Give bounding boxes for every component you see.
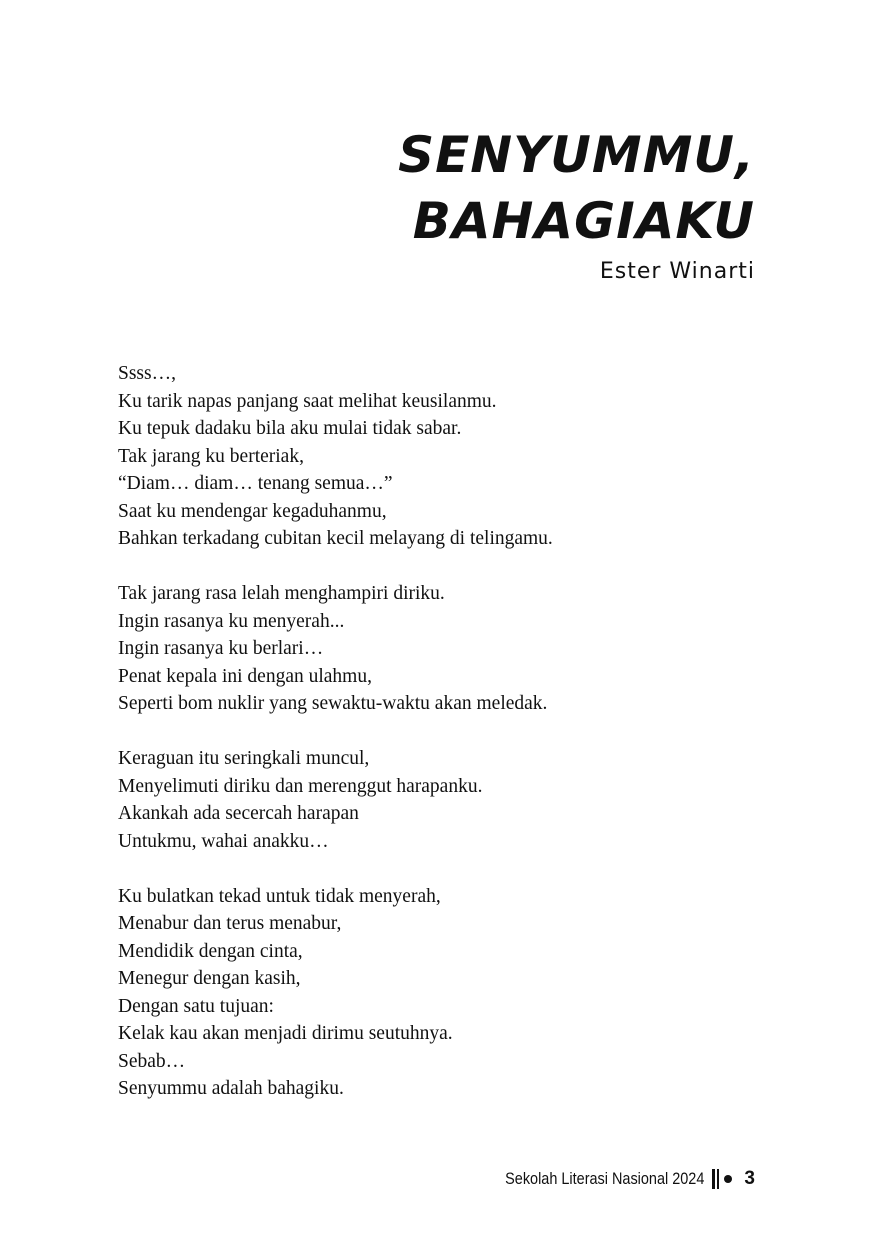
poem-line: Menabur dan terus menabur,: [118, 913, 342, 934]
poem-line: Ku tarik napas panjang saat melihat keusilanmu.: [118, 390, 497, 412]
poem-line: Mendidik dengan cinta,: [118, 940, 303, 962]
page-number: 3: [744, 1168, 755, 1189]
poem-line: Bahkan terkadang cubitan kecil melayang di telingamu.: [118, 528, 553, 549]
poem-title-line-2: BAHAGIAKU: [412, 192, 755, 250]
poem-line: Untukmu, wahai anakku…: [118, 830, 329, 852]
poem-stanza: [118, 883, 738, 1103]
poem-line: Ku tepuk dadaku bila aku mulai tidak sabar.: [118, 418, 462, 439]
footer-divider-bars-icon: [712, 1169, 721, 1189]
poem-line: Sebab…: [118, 1050, 186, 1072]
poem-line: Tak jarang ku berteriak,: [118, 445, 304, 467]
poem-line: Kelak kau akan menjadi dirimu seutuhnya.: [118, 1023, 453, 1044]
poem-line: Senyummu adalah bahagiku.: [118, 1078, 344, 1099]
poem-line: Saat ku mendengar kegaduhanmu,: [118, 500, 387, 522]
poem-line: Seperti bom nuklir yang sewaktu-waktu akan meledak.: [118, 693, 548, 714]
page-footer: [470, 1168, 755, 1190]
poem-line: Keraguan itu seringkali muncul,: [118, 748, 370, 769]
poem-body: [118, 360, 738, 1103]
poem-line: Ingin rasanya ku menyerah...: [118, 610, 345, 632]
poem-line: Ingin rasanya ku berlari…: [118, 638, 324, 659]
footer-publication-title: Sekolah Literasi Nasional 2024: [505, 1169, 705, 1188]
poem-stanza: [118, 580, 738, 718]
title-block: [398, 122, 755, 287]
poem-stanza: [118, 745, 738, 855]
footer-bullet-icon: [724, 1175, 732, 1183]
poem-line: Penat kepala ini dengan ulahmu,: [118, 665, 372, 687]
poem-line: “Diam… diam… tenang semua…”: [118, 473, 393, 494]
poem-title-line-1: SENYUMMU,: [398, 126, 755, 184]
author-name: Ester Winarti: [599, 259, 755, 284]
poem-line: Dengan satu tujuan:: [118, 995, 274, 1017]
poem-line: Ssss…,: [118, 363, 176, 384]
poem-stanza: [118, 360, 738, 553]
poem-line: Menyelimuti diriku dan merenggut harapanku.: [118, 775, 483, 797]
poem-line: Ku bulatkan tekad untuk tidak menyerah,: [118, 885, 441, 907]
poem-line: Tak jarang rasa lelah menghampiri diriku.: [118, 583, 445, 604]
poem-line: Menegur dengan kasih,: [118, 968, 301, 989]
poem-line: Akankah ada secercah harapan: [118, 803, 359, 824]
